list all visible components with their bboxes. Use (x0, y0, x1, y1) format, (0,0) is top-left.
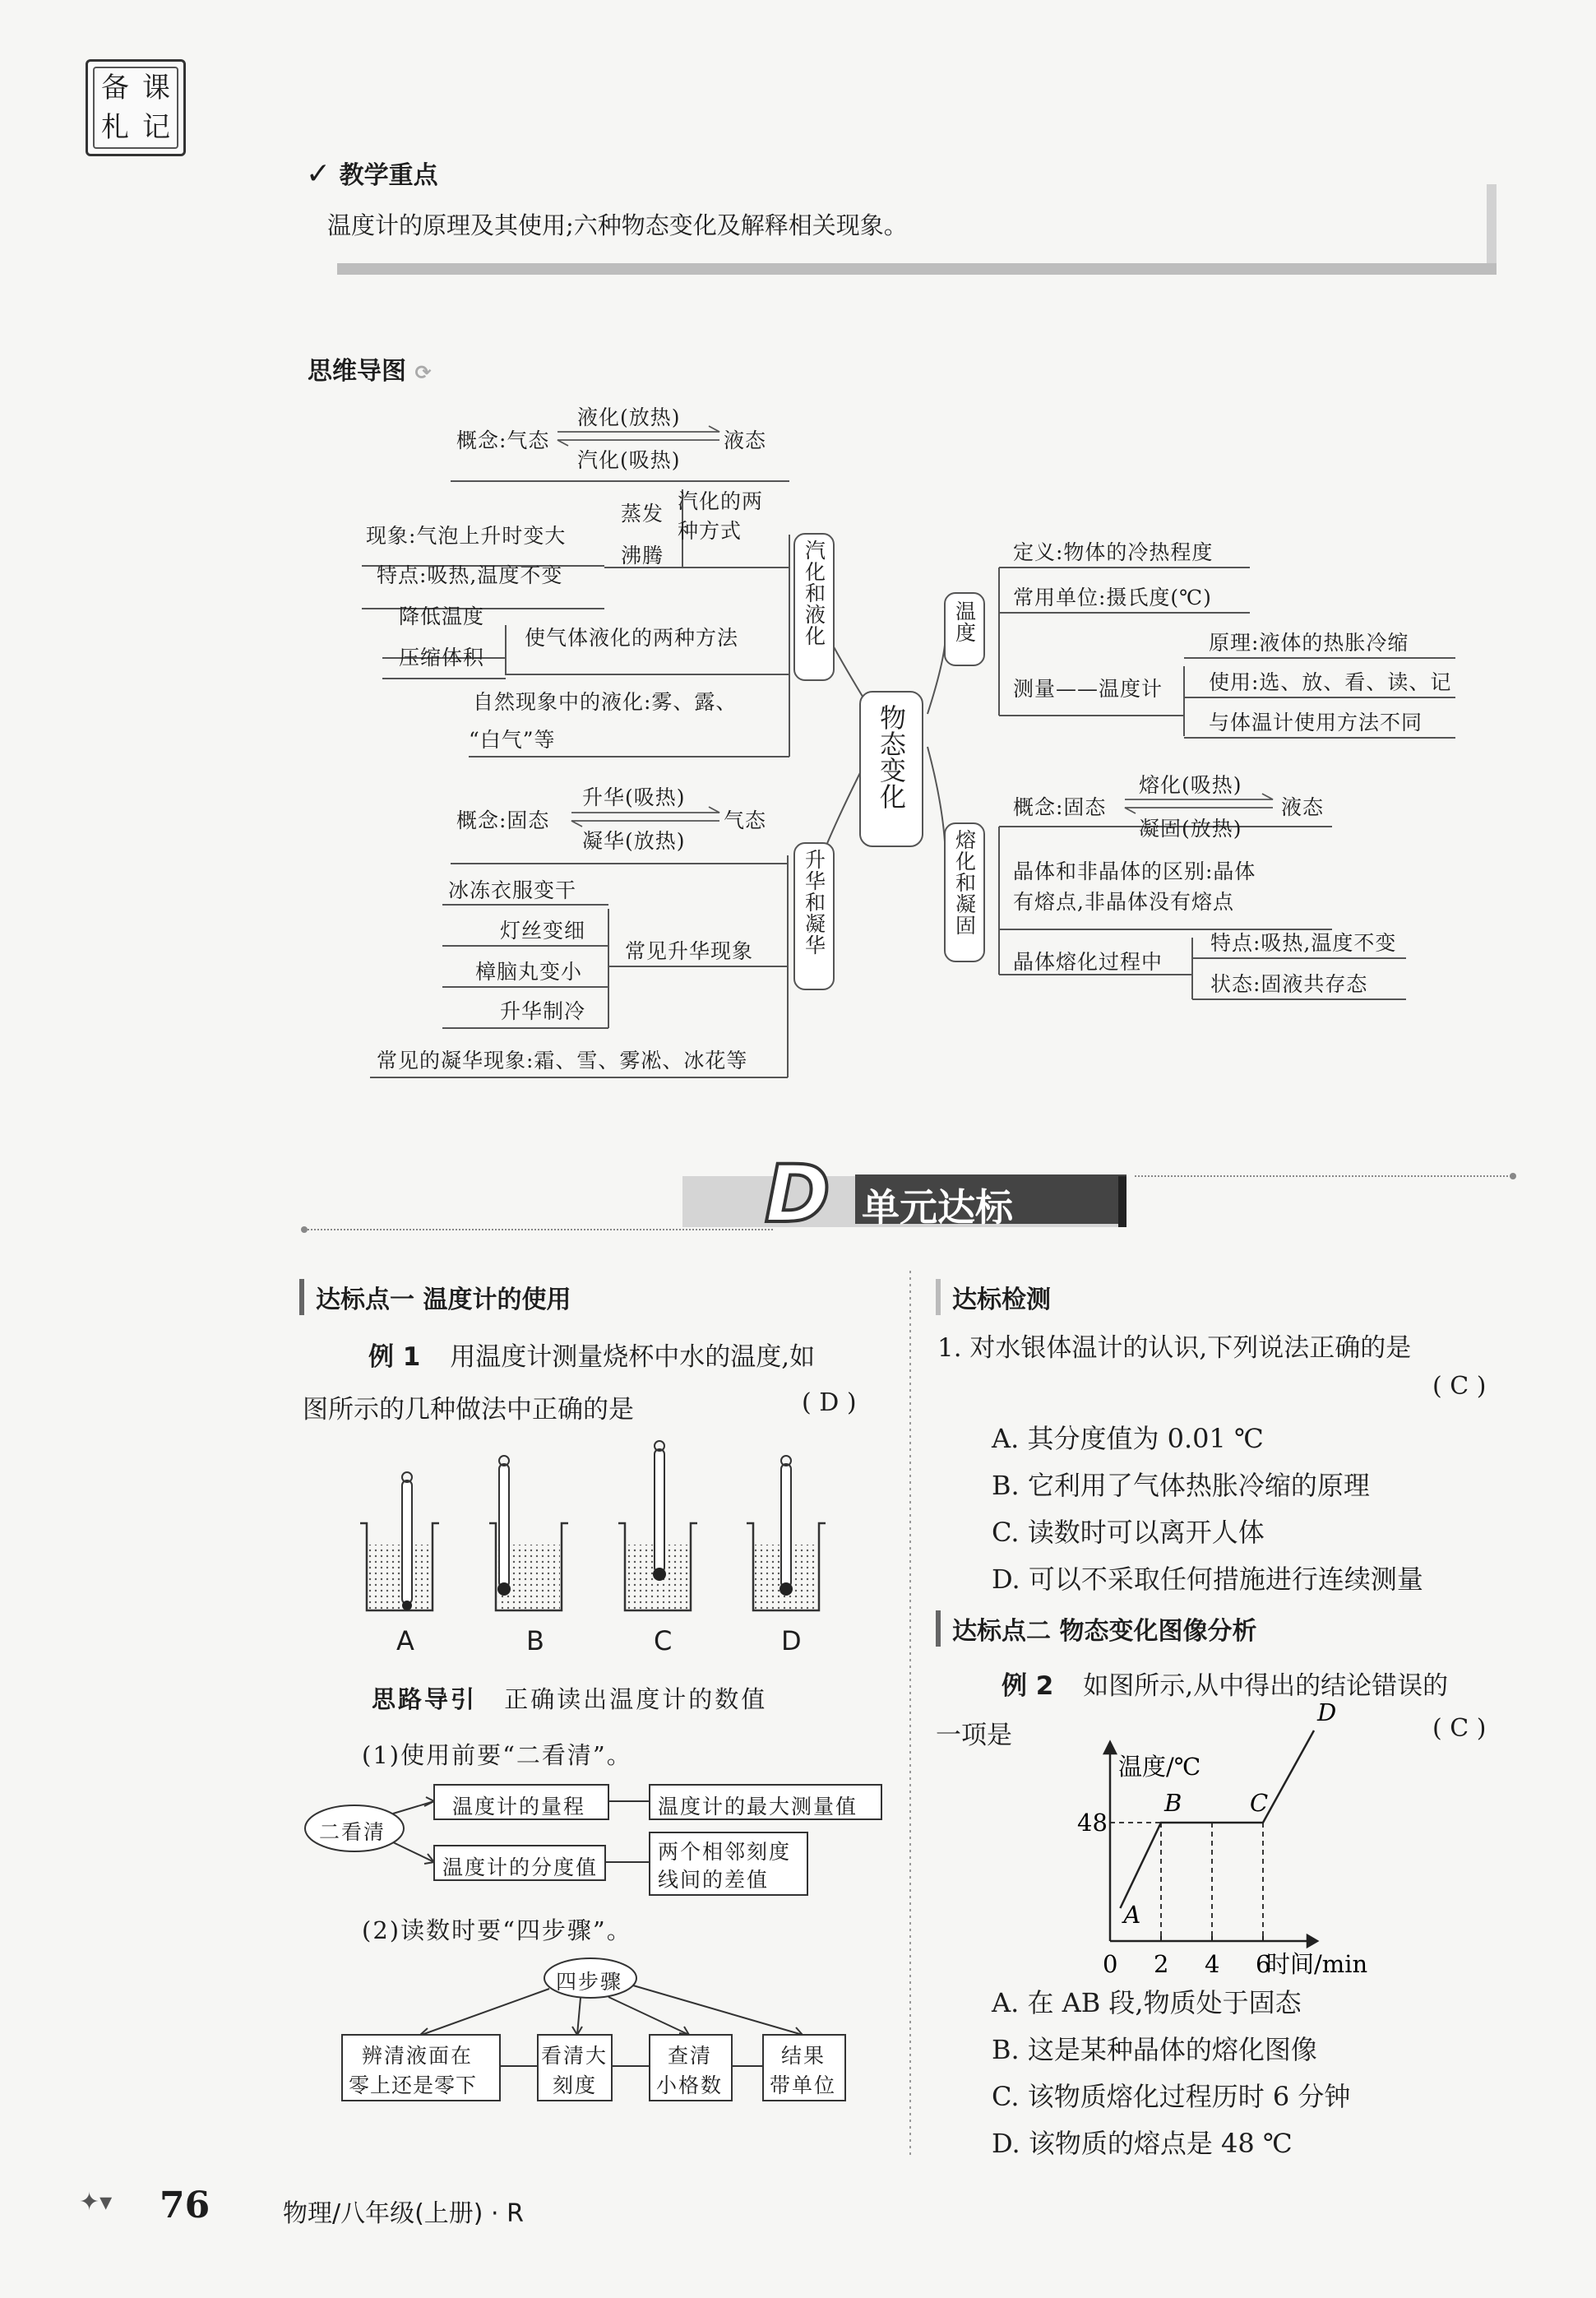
sub-common: 常见升华现象 (625, 939, 754, 963)
sub-item: 灯丝变细 (500, 919, 586, 943)
vap-boiling: 沸腾 (621, 544, 664, 568)
section2-heading: 达标点二 物态变化图像分析 (936, 1610, 1256, 1647)
q1-option: D. 可以不采取任何措施进行连续测量 (992, 1564, 1423, 1595)
sub-gas: 气态 (724, 808, 767, 832)
melt-backward: 凝固(放热) (1139, 817, 1242, 841)
branch-vaporization-text: 汽化和液化 (802, 540, 826, 646)
banner-title: 单元达标 (862, 1185, 1013, 1230)
vap-evaporation: 蒸发 (621, 502, 664, 526)
branch-sublimation-text: 升华和凝华 (802, 849, 826, 956)
branch-melting-text: 熔化和凝固 (952, 829, 977, 936)
footer-text: 物理/八年级(上册) · R (283, 2199, 524, 2228)
step-box-4b: 带单位 (770, 2073, 837, 2097)
mindmap-title-text: 思维导图 (308, 357, 406, 386)
badge-char: 备 (101, 72, 129, 104)
melt-forward: 熔化(吸热) (1139, 773, 1242, 797)
vap-liquid: 液态 (724, 429, 767, 452)
sub-item: 冰冻衣服变干 (448, 878, 577, 902)
vap-forward: 液化(放热) (577, 405, 681, 429)
melt-diff-1: 晶体和非晶体的区别:晶体 (1013, 859, 1256, 883)
key-point-text: 温度计的原理及其使用;六种物态变化及解释相关现象。 (327, 211, 908, 239)
badge-char: 札 (101, 111, 129, 144)
x-tick-label: 6 (1256, 1950, 1271, 1978)
melt-diff-2: 有熔点,非晶体没有熔点 (1013, 890, 1234, 914)
example1-line1: 用温度计测量烧杯中水的温度,如 (450, 1342, 816, 1372)
division-desc-2: 线间的差值 (658, 1868, 770, 1892)
vap-lower-temp: 降低温度 (399, 605, 485, 628)
check-heading: 达标检测 (936, 1279, 1051, 1315)
point-label: B (1164, 1789, 1182, 1817)
example1-line2: 图所示的几种做法中正确的是 (303, 1395, 634, 1425)
sub-backward: 凝华(放热) (582, 829, 686, 853)
sub-forward: 升华(吸热) (582, 785, 686, 809)
temp-usage: 使用:选、放、看、读、记 (1209, 670, 1452, 694)
point-label: C (1250, 1789, 1269, 1817)
badge-char: 课 (142, 72, 170, 104)
mindmap-center-text: 物态变化 (876, 704, 907, 809)
section1-heading: 达标点一 温度计的使用 (299, 1279, 571, 1315)
point-label: A (1123, 1901, 1141, 1929)
vap-concept: 概念:气态 (456, 429, 550, 452)
vap-compress: 压缩体积 (399, 646, 485, 669)
sub-deposition: 常见的凝华现象:霜、雪、雾凇、冰花等 (377, 1049, 748, 1073)
guide-label: 思路导引 (372, 1685, 478, 1713)
melt-state: 状态:固液共存态 (1210, 972, 1368, 996)
q1-option: B. 它利用了气体热胀冷缩的原理 (992, 1470, 1370, 1501)
division-box: 温度计的分度值 (442, 1856, 599, 1879)
beaker-label: D (781, 1625, 802, 1656)
temp-body: 与体温计使用方法不同 (1209, 711, 1423, 734)
temp-principle: 原理:液体的热胀冷缩 (1209, 631, 1409, 655)
example2-answer: ( C ) (1432, 1714, 1487, 1743)
guide-text: 正确读出温度计的数值 (504, 1685, 768, 1713)
sub-item: 升华制冷 (500, 999, 586, 1023)
temp-definition: 定义:物体的冷热程度 (1013, 540, 1214, 564)
step2-text: (2)读数时要“四步骤”。 (362, 1916, 632, 1944)
melt-feature: 特点:吸热,温度不变 (1210, 931, 1397, 955)
q1-text: 1. 对水银体温计的认识,下列说法正确的是 (937, 1333, 1412, 1363)
example1-label: 例 1 (368, 1342, 421, 1372)
melt-concept: 概念:固态 (1013, 795, 1107, 819)
y-tick-label: 48 (1077, 1809, 1108, 1837)
vap-phenomenon: 现象:气泡上升时变大 (366, 524, 567, 548)
arrow-circle-icon: ⟳ (414, 361, 432, 384)
range-desc-box: 温度计的最大测量值 (658, 1795, 858, 1818)
example1-answer: ( D ) (802, 1388, 857, 1417)
x-axis-label: 时间/min (1266, 1950, 1368, 1978)
y-axis-label: 温度/℃ (1118, 1753, 1201, 1781)
sub-item: 樟脑丸变小 (475, 960, 583, 984)
step-box-3a: 查清 (668, 2044, 713, 2068)
beaker-label: B (526, 1625, 544, 1656)
vap-two-ways: 汽化的两种方式 (678, 489, 764, 543)
x-tick-label: 4 (1205, 1950, 1220, 1978)
q2-option: A. 在 AB 段,物质处于固态 (992, 1987, 1302, 2018)
step-box-2b: 刻度 (553, 2073, 598, 2097)
step-box-3b: 小格数 (656, 2073, 724, 2097)
q2-option: C. 该物质熔化过程历时 6 分钟 (992, 2081, 1351, 2112)
example2-line1: 如图所示,从中得出的结论错误的 (1083, 1671, 1449, 1701)
vap-feature: 特点:吸热,温度不变 (377, 563, 563, 587)
division-desc-1: 两个相邻刻度 (658, 1840, 792, 1864)
badge-char: 记 (142, 111, 170, 144)
beaker-label: C (654, 1625, 673, 1656)
step-box-1b: 零上还是零下 (349, 2073, 478, 2097)
key-point-title: 教学重点 (339, 161, 438, 190)
branch-temperature-text: 温度 (952, 600, 977, 643)
step1-text: (1)使用前要“二看清”。 (362, 1741, 632, 1769)
beaker-label: A (396, 1625, 414, 1656)
q1-option: C. 读数时可以离开人体 (992, 1517, 1265, 1548)
range-box: 温度计的量程 (452, 1795, 586, 1818)
example2-line2: 一项是 (936, 1721, 1012, 1750)
temp-measure: 测量——温度计 (1013, 677, 1163, 701)
decor-arrow-icon: ✦▾ (79, 2188, 113, 2217)
q2-option: D. 该物质的熔点是 48 ℃ (992, 2128, 1293, 2159)
checkmark-icon: ✓ (306, 157, 331, 191)
x-tick-label: 0 (1103, 1950, 1118, 1978)
four-steps-label: 四步骤 (556, 1970, 623, 1994)
q1-answer: ( C ) (1432, 1372, 1487, 1401)
x-tick-label: 2 (1154, 1950, 1169, 1978)
vap-nature-1: 自然现象中的液化:雾、露、 (473, 690, 738, 714)
two-check-label: 二看清 (319, 1820, 386, 1844)
y-axis-arrow (1104, 1742, 1116, 1754)
step-box-2a: 看清大 (541, 2044, 608, 2068)
example2-label: 例 2 (1002, 1671, 1054, 1701)
sub-concept: 概念:固态 (456, 808, 550, 832)
vap-two-methods: 使气体液化的两种方法 (525, 626, 739, 650)
x-axis-arrow (1307, 1935, 1317, 1947)
page-number: 76 (160, 2184, 210, 2226)
melt-process: 晶体熔化过程中 (1013, 950, 1163, 974)
step-box-1a: 辨清液面在 (362, 2044, 474, 2068)
vap-nature-2: “白气”等 (469, 728, 556, 752)
temp-unit: 常用单位:摄氏度(℃) (1013, 586, 1212, 609)
vap-backward: 汽化(吸热) (577, 448, 681, 472)
point-label: D (1317, 1698, 1337, 1726)
melt-liquid: 液态 (1281, 795, 1325, 819)
banner-letter: D (765, 1148, 830, 1240)
q1-option: A. 其分度值为 0.01 ℃ (992, 1423, 1264, 1454)
q2-option: B. 这是某种晶体的熔化图像 (992, 2034, 1317, 2065)
step-box-4a: 结果 (781, 2044, 826, 2068)
